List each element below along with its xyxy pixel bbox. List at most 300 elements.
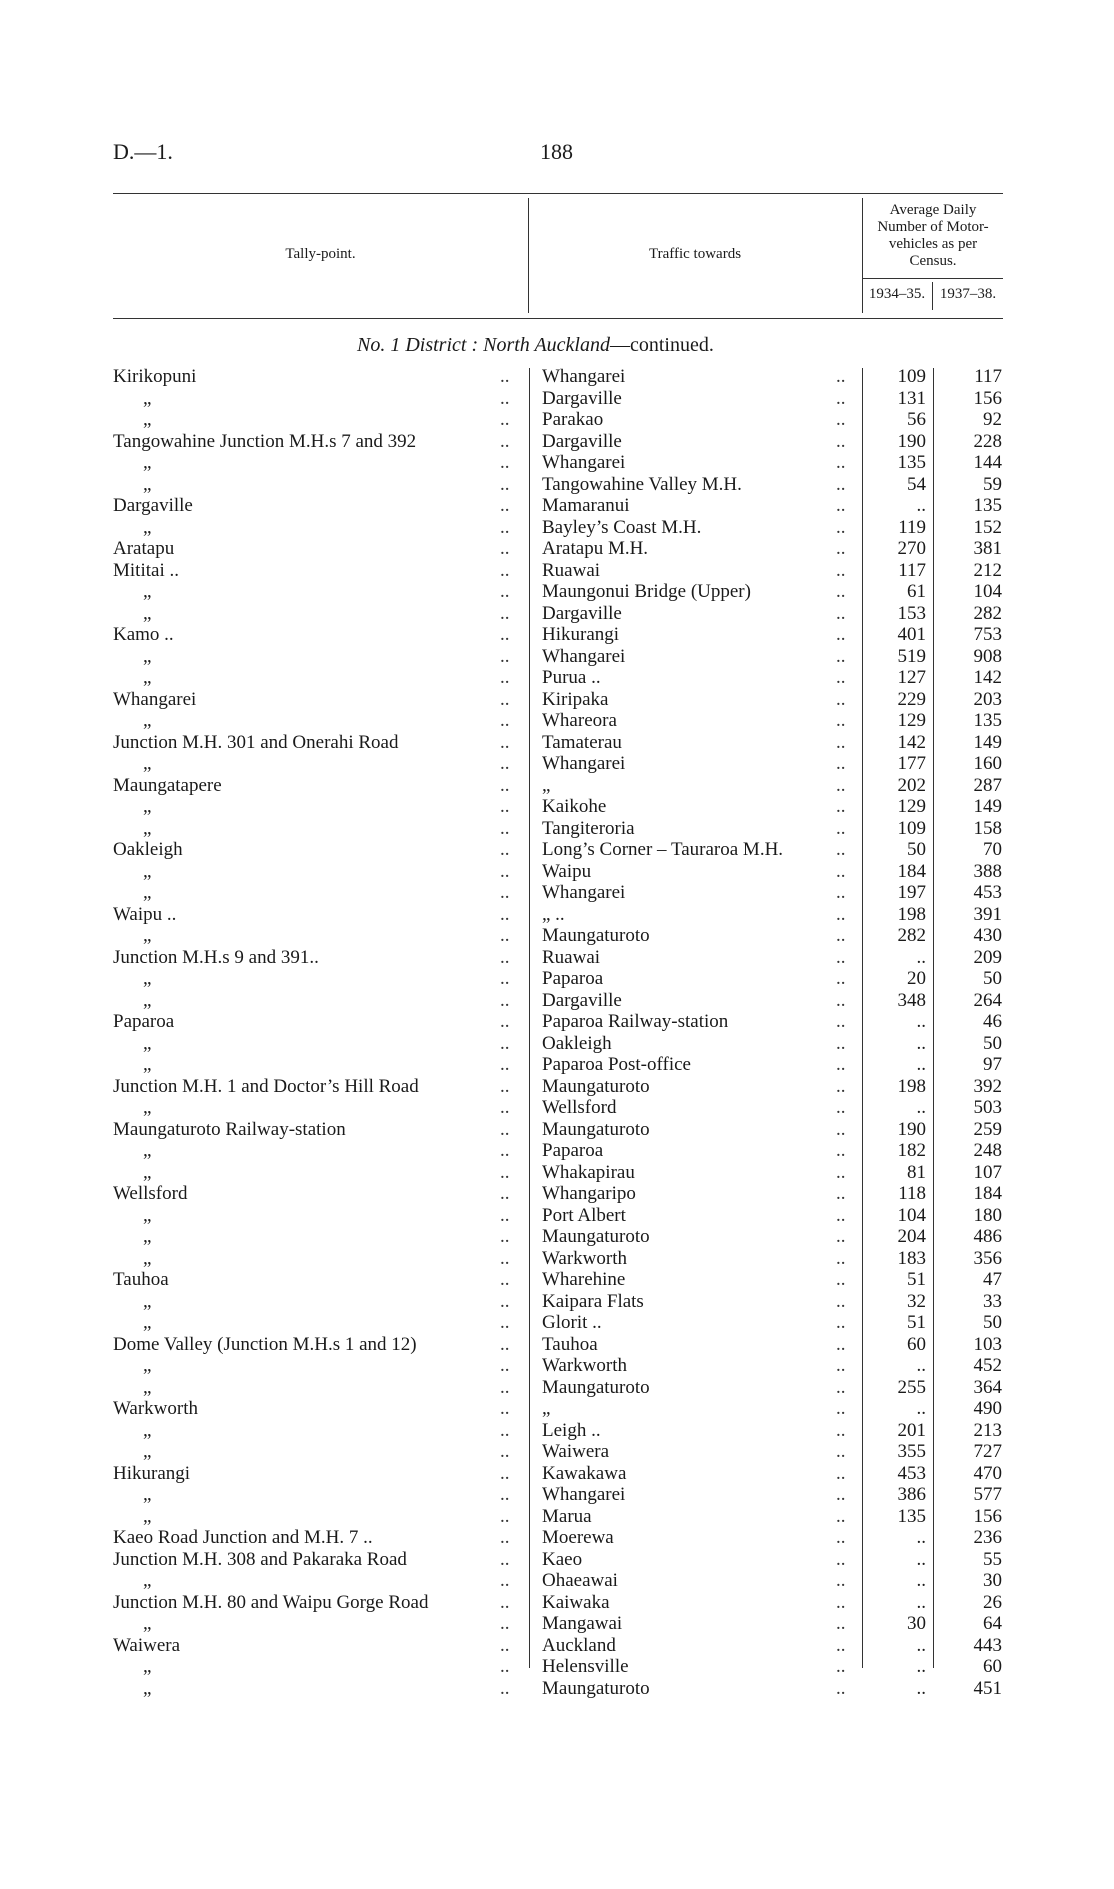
table-row [0,1140,1114,1161]
table-row [0,1248,1114,1269]
count-1934-35-cell: 282 [897,925,926,946]
traffic-towards-cell: Auckland [542,1634,616,1656]
leader-dots: .. [500,1634,510,1656]
count-1937-38-cell: 104 [973,581,1002,602]
traffic-towards-cell: „ [542,1398,551,1419]
traffic-towards-cell: Dargaville [542,602,622,624]
tally-point-cell: Junction M.H. 301 and Onerahi Road [113,731,399,753]
count-1937-38-cell: 92 [983,409,1002,430]
leader-dots: .. [836,1312,846,1333]
leader-dots: .. [836,1032,846,1054]
traffic-towards-cell: Paparoa Railway-station [542,1011,729,1032]
tally-point-cell: Junction M.H.s 9 and 391.. [113,946,319,968]
leader-dots: .. [836,1140,846,1161]
table-row [0,667,1114,688]
traffic-towards-cell: Maungaturoto [542,1118,650,1140]
count-1937-38-cell: 160 [973,753,1002,774]
count-1937-38-cell: 60 [983,1656,1002,1677]
traffic-towards-cell: Tangowahine Valley M.H. [542,473,742,495]
traffic-towards-cell: Mamaranui [542,495,630,516]
count-1937-38-cell: 50 [983,1032,1002,1054]
leader-dots: .. [836,581,846,602]
leader-dots: .. [500,1247,510,1269]
leader-dots: .. [500,1505,510,1527]
leader-dots: .. [836,473,846,495]
count-1937-38-cell: 248 [973,1140,1002,1161]
table-row [0,624,1114,645]
leader-dots: .. [500,860,510,882]
tally-point-cell: „ [143,753,152,774]
traffic-towards-cell: Kaikohe [542,796,607,817]
count-1937-38-cell: 55 [983,1548,1002,1570]
leader-dots: .. [836,1204,846,1226]
tally-point-cell: „ [143,817,152,839]
leader-dots: .. [500,1333,510,1355]
traffic-towards-cell: Maungaturoto [542,1075,650,1097]
table-row [0,1635,1114,1656]
column-header-average: Average Daily Number of Motor-vehicles as per Census. [877,202,989,269]
tally-point-cell: „ [143,1376,152,1398]
tally-point-cell: „ [143,882,152,903]
count-1937-38-cell: 70 [983,839,1002,860]
leader-dots: .. [836,1419,846,1441]
leader-dots: .. [500,516,510,538]
count-1934-35-cell: 386 [897,1484,926,1505]
table-row [0,409,1114,430]
tally-point-cell: Waipu .. [113,903,177,925]
count-1937-38-cell: 259 [973,1118,1002,1140]
leader-dots: .. [836,1634,846,1656]
traffic-towards-cell: Paparoa [542,1140,604,1161]
tally-point-cell: Wellsford [113,1183,188,1204]
table-row [0,1656,1114,1677]
tally-point-cell: Junction M.H. 308 and Pakaraka Road [113,1548,407,1570]
table-row [0,1226,1114,1247]
count-1934-35-cell: 51 [907,1312,926,1333]
leader-dots: .. [500,1118,510,1140]
tally-point-cell: Warkworth [113,1398,198,1419]
leader-dots: .. [836,602,846,624]
table-row [0,1269,1114,1290]
leader-dots: .. [836,817,846,839]
leader-dots: .. [836,387,846,409]
leader-dots: .. [500,1140,510,1161]
traffic-towards-cell: „ .. [542,903,565,925]
tally-point-cell: Junction M.H. 1 and Doctor’s Hill Road [113,1075,419,1097]
table-row [0,388,1114,409]
tally-point-cell: Waiwera [113,1634,181,1656]
document-code: D.—1. [113,139,173,164]
traffic-towards-cell: Warkworth [542,1247,627,1269]
count-1937-38-cell: 152 [973,516,1002,538]
table-row [0,646,1114,667]
tally-point-cell: „ [143,796,152,817]
tally-point-cell: „ [143,1097,152,1118]
count-1934-35-cell: 229 [897,688,926,710]
table-row [0,1678,1114,1699]
tally-point-cell: „ [143,1656,152,1677]
leader-dots: .. [836,1075,846,1097]
count-1934-35-cell: 184 [897,860,926,882]
tally-point-cell: „ [143,1505,152,1527]
leader-dots: .. [500,1204,510,1226]
count-1937-38-cell: 47 [983,1269,1002,1290]
leader-dots: .. [500,602,510,624]
leader-dots: .. [836,1054,846,1075]
tally-point-cell: Paparoa [113,1011,175,1032]
table-row [0,603,1114,624]
table-row [0,861,1114,882]
tally-point-cell: „ [143,1312,152,1333]
traffic-towards-cell: Ohaeawai [542,1570,618,1591]
leader-dots: .. [500,1355,510,1376]
count-1934-35-cell: 119 [898,516,926,538]
traffic-towards-cell: Whangarei [542,1484,626,1505]
tally-point-cell: Kamo .. [113,624,174,645]
tally-point-cell: Kirikopuni [113,366,197,387]
header-bottom-rule [113,318,1003,319]
count-1934-35-cell: .. [916,1677,926,1699]
count-1934-35-cell: .. [916,1656,926,1677]
count-1937-38-cell: 356 [973,1247,1002,1269]
leader-dots: .. [500,925,510,946]
table-row [0,474,1114,495]
table-row [0,1592,1114,1613]
leader-dots: .. [500,731,510,753]
district-suffix: —continued. [609,334,714,356]
leader-dots: .. [836,645,846,667]
traffic-towards-cell: Paparoa Post-office [542,1054,691,1075]
leader-dots: .. [836,667,846,688]
leader-dots: .. [836,774,846,796]
leader-dots: .. [500,774,510,796]
leader-dots: .. [500,430,510,452]
count-1937-38-cell: 213 [973,1419,1002,1441]
table-row [0,968,1114,989]
count-1937-38-cell: 391 [973,903,1002,925]
tally-point-cell: Whangarei [113,688,197,710]
tally-point-cell: „ [143,581,152,602]
leader-dots: .. [836,1462,846,1484]
table-row [0,1570,1114,1591]
tally-point-cell: „ [143,516,152,538]
traffic-towards-cell: Warkworth [542,1355,627,1376]
count-1937-38-cell: 33 [983,1290,1002,1312]
tally-point-cell: „ [143,1226,152,1247]
table-row [0,1549,1114,1570]
count-1937-38-cell: 203 [973,688,1002,710]
count-1934-35-cell: 51 [907,1269,926,1290]
tally-point-cell: „ [143,452,152,473]
tally-point-cell: Maungatapere [113,774,222,796]
count-1934-35-cell: .. [916,946,926,968]
count-1937-38-cell: 282 [973,602,1002,624]
count-1934-35-cell: 453 [897,1462,926,1484]
count-1937-38-cell: 228 [973,430,1002,452]
tally-point-cell: „ [143,667,152,688]
leader-dots: .. [500,495,510,516]
table-row [0,689,1114,710]
tally-point-cell: Junction M.H. 80 and Waipu Gorge Road [113,1591,429,1613]
count-1937-38-cell: 50 [983,968,1002,989]
tally-point-cell: „ [143,1204,152,1226]
count-1934-35-cell: 20 [907,968,926,989]
traffic-towards-cell: Whangarei [542,366,626,387]
leader-dots: .. [836,538,846,559]
count-1937-38-cell: 59 [983,473,1002,495]
count-1934-35-cell: 104 [897,1204,926,1226]
leader-dots: .. [500,538,510,559]
leader-dots: .. [500,1376,510,1398]
tally-point-cell: „ [143,1032,152,1054]
leader-dots: .. [500,624,510,645]
traffic-towards-cell: Kaiwaka [542,1591,610,1613]
count-1937-38-cell: 184 [973,1183,1002,1204]
leader-dots: .. [836,1656,846,1677]
count-1934-35-cell: 183 [897,1247,926,1269]
count-1934-35-cell: 32 [907,1290,926,1312]
tally-point-cell: Aratapu [113,538,175,559]
traffic-towards-cell: Purua .. [542,667,601,688]
leader-dots: .. [836,1677,846,1699]
leader-dots: .. [836,1118,846,1140]
leader-dots: .. [500,1183,510,1204]
leader-dots: .. [836,624,846,645]
count-1934-35-cell: .. [916,1011,926,1032]
leader-dots: .. [500,1441,510,1462]
leader-dots: .. [836,731,846,753]
count-1937-38-cell: 453 [973,882,1002,903]
count-1934-35-cell: 56 [907,409,926,430]
leader-dots: .. [836,1161,846,1183]
leader-dots: .. [836,1183,846,1204]
traffic-towards-cell: Whangaripo [542,1183,636,1204]
tally-point-cell: „ [143,1484,152,1505]
traffic-towards-cell: Hikurangi [542,624,620,645]
leader-dots: .. [500,1011,510,1032]
traffic-towards-cell: Leigh .. [542,1419,601,1441]
table-row [0,1097,1114,1118]
tally-point-cell: Mititai .. [113,559,179,581]
count-1934-35-cell: 198 [897,1075,926,1097]
leader-dots: .. [836,710,846,731]
traffic-towards-cell: Mangawai [542,1613,623,1634]
tally-point-cell: Dargaville [113,495,193,516]
leader-dots: .. [836,366,846,387]
traffic-towards-cell: Wharehine [542,1269,626,1290]
count-1937-38-cell: 156 [973,1505,1002,1527]
count-1934-35-cell: 201 [897,1419,926,1441]
header-top-rule [113,193,1003,194]
traffic-towards-cell: Dargaville [542,430,622,452]
tally-point-cell: „ [143,473,152,495]
tally-point-cell: „ [143,1247,152,1269]
count-1934-35-cell: 197 [897,882,926,903]
count-1934-35-cell: 519 [897,645,926,667]
column-header-traffic-towards: Traffic towards [648,246,742,262]
tally-point-cell: „ [143,968,152,989]
leader-dots: .. [500,796,510,817]
count-1934-35-cell: .. [916,1032,926,1054]
tally-point-cell: „ [143,1570,152,1591]
count-1934-35-cell: .. [916,1634,926,1656]
leader-dots: .. [500,1161,510,1183]
traffic-towards-cell: Maungaturoto [542,1376,650,1398]
traffic-towards-cell: „ [542,774,551,796]
leader-dots: .. [836,1247,846,1269]
count-1937-38-cell: 364 [973,1376,1002,1398]
leader-dots: .. [836,1548,846,1570]
leader-dots: .. [500,1312,510,1333]
count-1937-38-cell: 753 [973,624,1002,645]
count-1934-35-cell: .. [916,1591,926,1613]
table-row [0,1011,1114,1032]
table-row [0,538,1114,559]
count-1937-38-cell: 908 [973,645,1002,667]
count-1937-38-cell: 135 [973,710,1002,731]
leader-dots: .. [500,473,510,495]
leader-dots: .. [500,667,510,688]
table-row [0,1463,1114,1484]
tally-point-cell: „ [143,989,152,1011]
column-header-tally-point: Tally-point. [285,246,356,262]
count-1937-38-cell: 388 [973,860,1002,882]
tally-point-cell: „ [143,602,152,624]
count-1934-35-cell: 54 [907,473,926,495]
district-region: North Auckland [483,334,610,356]
leader-dots: .. [836,796,846,817]
count-1934-35-cell: 61 [907,581,926,602]
count-1934-35-cell: 135 [897,452,926,473]
count-1934-35-cell: 204 [897,1226,926,1247]
table-row [0,1377,1114,1398]
traffic-towards-cell: Marua [542,1505,592,1527]
table-row [0,1076,1114,1097]
traffic-towards-cell: Whangarei [542,882,626,903]
count-1934-35-cell: .. [916,1527,926,1548]
table-row [0,990,1114,1011]
table-row [0,1162,1114,1183]
leader-dots: .. [500,839,510,860]
table-row [0,775,1114,796]
leader-dots: .. [500,1269,510,1290]
leader-dots: .. [836,495,846,516]
tally-point-cell: „ [143,1419,152,1441]
leader-dots: .. [836,559,846,581]
count-1934-35-cell: .. [916,1054,926,1075]
count-1934-35-cell: 198 [897,903,926,925]
leader-dots: .. [500,1419,510,1441]
count-1934-35-cell: 60 [907,1333,926,1355]
leader-dots: .. [836,860,846,882]
count-1934-35-cell: .. [916,495,926,516]
leader-dots: .. [500,1290,510,1312]
table-row [0,1183,1114,1204]
leader-dots: .. [836,1226,846,1247]
leader-dots: .. [500,1462,510,1484]
leader-dots: .. [500,1097,510,1118]
count-1937-38-cell: 107 [973,1161,1002,1183]
count-1934-35-cell: 255 [897,1376,926,1398]
count-1934-35-cell: 127 [897,667,926,688]
count-1937-38-cell: 142 [973,667,1002,688]
leader-dots: .. [500,1613,510,1634]
traffic-towards-cell: Tamaterau [542,731,622,753]
traffic-towards-cell: Dargaville [542,989,622,1011]
column-header-year-1: 1934–35. [868,286,926,302]
leader-dots: .. [500,387,510,409]
tally-point-cell: Tangowahine Junction M.H.s 7 and 392 [113,430,417,452]
district-heading [357,334,714,357]
leader-dots: .. [836,753,846,774]
traffic-towards-cell: Kawakawa [542,1462,627,1484]
leader-dots: .. [500,882,510,903]
count-1937-38-cell: 103 [973,1333,1002,1355]
leader-dots: .. [836,882,846,903]
tally-point-cell: Oakleigh [113,839,183,860]
tally-point-cell: „ [143,1161,152,1183]
header-year-rule [862,278,1003,279]
count-1934-35-cell: 142 [897,731,926,753]
tally-point-cell: „ [143,1140,152,1161]
traffic-towards-cell: Whangarei [542,753,626,774]
tally-point-cell: „ [143,1290,152,1312]
traffic-towards-cell: Whangarei [542,452,626,473]
leader-dots: .. [836,839,846,860]
count-1937-38-cell: 443 [973,1634,1002,1656]
traffic-towards-cell: Oakleigh [542,1032,612,1054]
count-1934-35-cell: .. [916,1570,926,1591]
count-1937-38-cell: 287 [973,774,1002,796]
leader-dots: .. [500,1570,510,1591]
leader-dots: .. [500,1226,510,1247]
leader-dots: .. [500,1656,510,1677]
count-1934-35-cell: .. [916,1355,926,1376]
leader-dots: .. [500,1032,510,1054]
count-1937-38-cell: 264 [973,989,1002,1011]
leader-dots: .. [500,1054,510,1075]
count-1937-38-cell: 486 [973,1226,1002,1247]
leader-dots: .. [500,1591,510,1613]
count-1937-38-cell: 149 [973,731,1002,753]
count-1937-38-cell: 46 [983,1011,1002,1032]
table-row [0,1119,1114,1140]
table-row [0,1033,1114,1054]
count-1937-38-cell: 503 [973,1097,1002,1118]
tally-point-cell: Kaeo Road Junction and M.H. 7 .. [113,1527,373,1548]
table-row [0,560,1114,581]
table-row [0,839,1114,860]
count-1934-35-cell: 109 [897,817,926,839]
count-1937-38-cell: 180 [973,1204,1002,1226]
count-1937-38-cell: 117 [974,366,1002,387]
leader-dots: .. [836,1269,846,1290]
district-prefix: No. 1 District : [357,334,479,356]
count-1937-38-cell: 30 [983,1570,1002,1591]
leader-dots: .. [500,688,510,710]
traffic-towards-cell: Kiripaka [542,688,609,710]
leader-dots: .. [500,753,510,774]
count-1934-35-cell: 401 [897,624,926,645]
leader-dots: .. [836,1441,846,1462]
traffic-towards-cell: Helensville [542,1656,629,1677]
traffic-towards-cell: Dargaville [542,387,622,409]
table-row [0,1506,1114,1527]
count-1934-35-cell: 182 [897,1140,926,1161]
leader-dots: .. [836,1355,846,1376]
count-1937-38-cell: 156 [973,387,1002,409]
table-row [0,1484,1114,1505]
